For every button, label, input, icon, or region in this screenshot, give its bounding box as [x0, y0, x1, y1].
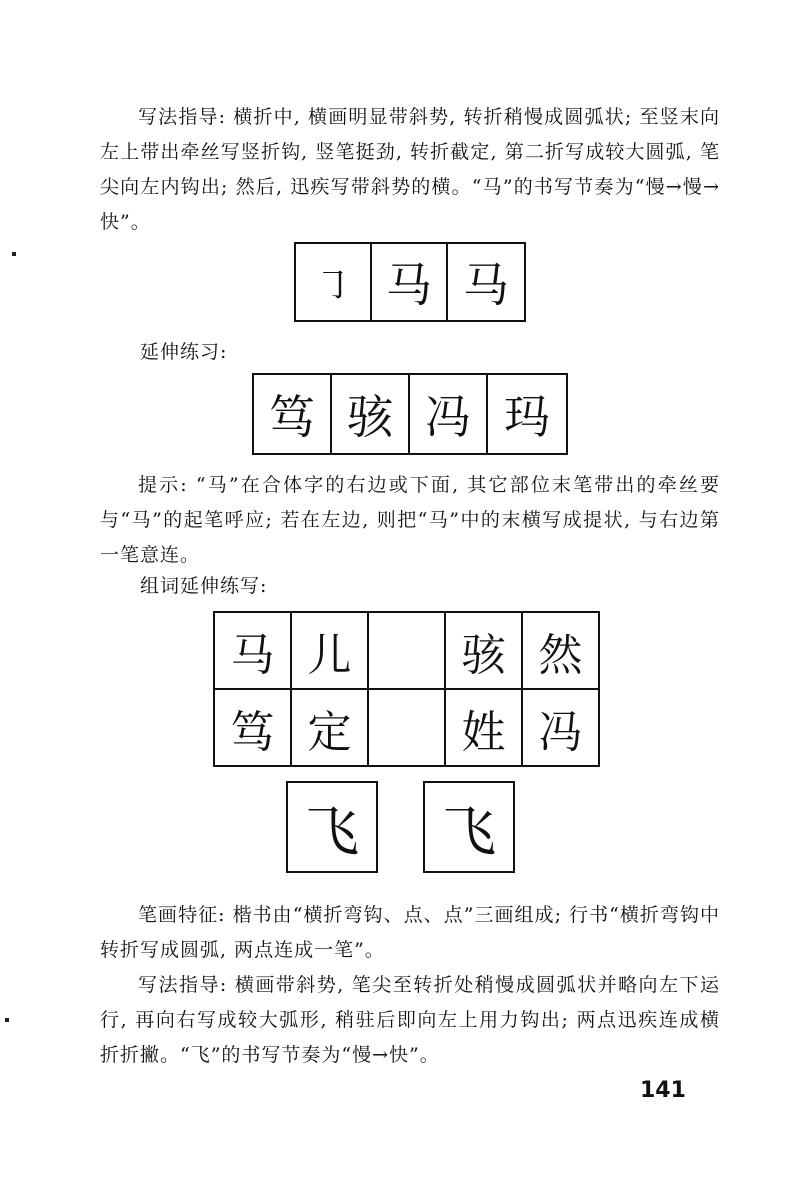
extension-char: 笃	[254, 375, 332, 453]
fei-running-box: 飞	[423, 781, 515, 873]
fei-stroke-features: 笔画特征: 楷书由“横折弯钩、点、点”三画组成; 行书“横折弯钩中转折写成圆弧, 两点连成一笔”。	[100, 904, 720, 961]
word-practice-grid	[213, 611, 600, 767]
page-number: 141	[640, 1078, 686, 1103]
ma-writing-guide: 写法指导: 横折中, 横画明显带斜势, 转折稍慢成圆弧状; 至竖末向左上带出牵丝写竖折钩, 竖笔挺劲, 转折截定, 第二折写成较大圆弧, 笔尖向左内钩出; 然后, 迅疾写带斜势的横。“马”的书写节奏为“慢→慢→快”。	[100, 106, 720, 233]
word-grid-row	[214, 612, 599, 689]
extension-char: 冯	[410, 375, 488, 453]
stroke-step-2: 马	[372, 244, 448, 320]
fei-writing-guide: 写法指导: 横画带斜势, 笔尖至转折处稍慢成圆弧状并略向左下运行, 再向右写成较大弧形, 稍驻后即向左上用力钩出; 两点迅疾连成横折折撇。“飞”的书写节奏为“慢→快”。	[100, 974, 720, 1066]
word-grid-cell: 笃	[214, 689, 291, 766]
extension-label: 延伸练习:	[140, 341, 228, 363]
word-grid-cell: 儿	[291, 612, 368, 689]
word-grid-cell: 马	[214, 612, 291, 689]
stroke-step-1: ㇆	[296, 244, 372, 320]
word-grid-cell: 冯	[522, 689, 599, 766]
word-practice-label: 组词延伸练写:	[140, 575, 268, 597]
word-grid-row	[214, 689, 599, 766]
hint-paragraph: 提示: “马”在合体字的右边或下面, 其它部位末笔带出的牵丝要与“马”的起笔呼应; 若在左边, 则把“马”中的末横写成提状, 与右边第一笔意连。	[100, 474, 720, 566]
extension-char: 玛	[504, 390, 550, 444]
extension-char: 骇	[332, 375, 410, 453]
word-grid-cell: 骇	[445, 612, 522, 689]
stroke-sequence-grid	[294, 242, 526, 322]
word-grid-cell: 定	[291, 689, 368, 766]
word-grid-cell	[368, 689, 445, 766]
fei-regular-box: 飞	[286, 781, 378, 873]
word-grid-cell: 然	[522, 612, 599, 689]
stroke-step-3: 马	[463, 258, 509, 312]
word-grid-cell: 姓	[445, 689, 522, 766]
scan-mark	[5, 1018, 9, 1022]
word-grid-cell	[368, 612, 445, 689]
scan-mark	[12, 252, 16, 256]
extension-grid	[252, 373, 568, 455]
